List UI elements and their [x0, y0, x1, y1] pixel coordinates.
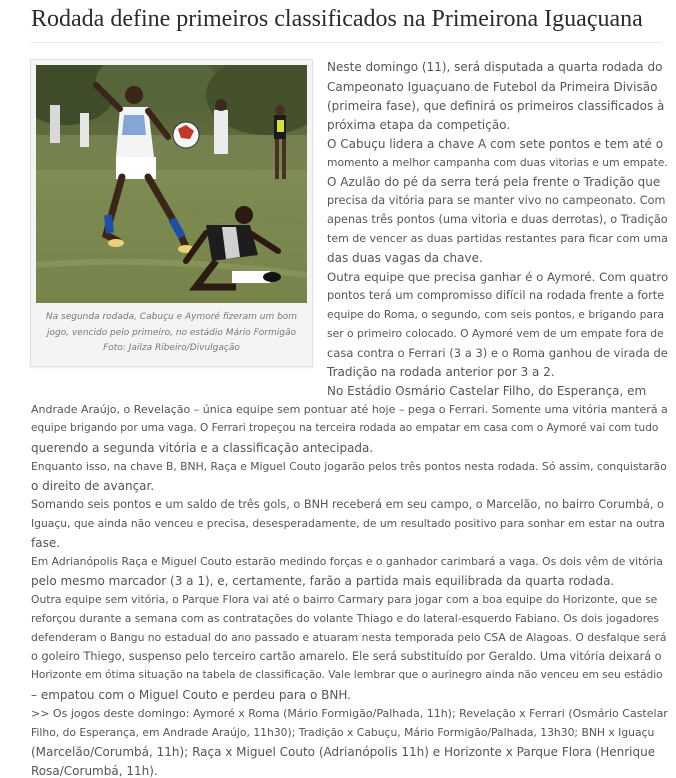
- body-line: equipe brigando por uma vaga. O Ferrari tropeçou na terceira rodada ao empatar em casa com o Aymoré vai com tudo: [31, 422, 659, 434]
- body-line: o goleiro Thiego, suspenso pelo terceiro cartão amarelo. Ele será substituído por Geraldo. Uma vitória deixará o: [31, 650, 662, 663]
- match-photo: [36, 65, 307, 303]
- body-line: apenas três pontos (uma vitoria e duas derrotas), o Tradição: [327, 213, 668, 226]
- caption-line: Na segunda rodada, Cabuçu e Aymoré fizeram um bom: [45, 312, 298, 322]
- body-line: próxima etapa da competição.: [327, 118, 511, 132]
- body-line: ser o primeiro colocado. O Aymoré vem de um empate fora de: [327, 327, 664, 340]
- body-line: (Marcelão/Corumbá, 11h); Raça x Miguel Couto (Adrianópolis 11h) e Horizonte x Parque Flora (Henrique: [31, 745, 656, 759]
- body-line: querendo a segunda vitória e a classificação antecipada.: [31, 441, 374, 455]
- body-line: Neste domingo (11), será disputada a quarta rodada do: [327, 60, 663, 74]
- body-line: – empatou com o Miguel Couto e perdeu para o BNH.: [31, 688, 351, 702]
- body-line: (primeira fase), que definirá os primeiros classificados à: [327, 99, 665, 113]
- body-line: Enquanto isso, na chave B, BNH, Raça e Miguel Couto jogarão pelos três pontos nesta rodada. Só assim, conquistarão: [31, 460, 667, 473]
- body-line: O Azulão do pé da serra terá pela frente o Tradição que: [327, 175, 661, 189]
- body-line: Campeonato Iguaçuano de Futebol da Primeira Divisão: [327, 80, 658, 94]
- body-line: Outra equipe sem vitória, o Parque Flora vai até o bairro Carmary para jogar com a boa equipe do Horizonte, que se: [31, 593, 658, 606]
- body-line: pelo mesmo marcador (3 a 1), e, certamente, farão a partida mais equilibrada da quarta rodada.: [31, 574, 615, 588]
- body-line: casa contra o Ferrari (3 a 3) e o Roma ganhou de virada de: [327, 346, 668, 360]
- title-divider: [31, 42, 661, 43]
- body-line: O Cabuçu lidera a chave A com sete pontos e tem até o: [327, 137, 664, 151]
- body-line: Horizonte em ótima situação na tabela de classificação. Vale lembrar que o aurinegro ainda não venceu em seu estádio: [31, 669, 663, 681]
- body-line: fase.: [31, 536, 61, 550]
- body-line: >> Os jogos deste domingo: Aymoré x Roma (Mário Formigão/Palhada, 11h); Revelação x Ferrari (Osmário Castelar: [31, 707, 668, 720]
- body-line: Iguaçu, que ainda não venceu e precisa, desesperadamente, de um resultado positivo para sonhar em estar na outra: [31, 517, 665, 530]
- body-line: precisa da vitória para se manter vivo no campeonato. Com: [327, 194, 666, 207]
- body-line: defenderam o Bangu no estadual do ano passado e atuaram nesta temporada pelo CSA de Alagoas. O desfalque será: [31, 631, 667, 644]
- body-line: Em Adrianópolis Raça e Miguel Couto estarão medindo forças e o ganhador carimbará a vaga. Os dois vêm de vitória: [31, 555, 663, 568]
- body-line: reforçou durante a semana com as contratações do volante Thiago e do lateral-esquerdo Fabiano. Os dois jogadores: [31, 612, 659, 625]
- caption-credit: Foto: Jailza Ribeiro/Divulgação: [103, 343, 240, 353]
- body-line: Somando seis pontos e um saldo de três gols, o BNH receberá em seu campo, o Marcelão, no bairro Corumbá, o: [31, 498, 664, 511]
- body-line: Rosa/Corumbá, 11h).: [31, 764, 158, 778]
- photo-caption: [39, 310, 304, 357]
- body-line: das duas vagas da chave.: [327, 251, 483, 265]
- body-line: Tradição na rodada anterior por 3 a 2.: [327, 365, 555, 379]
- body-line: Filho, do Esperança, em Andrade Araújo, 11h30); Tradição x Cabuçu, Mário Formigão/Palhada, 13h30; BNH x Iguaçu: [31, 726, 655, 739]
- article-figure: [30, 59, 313, 367]
- caption-line: jogo, vencido pelo primeiro, no estádio Mário Formigão: [47, 327, 296, 338]
- body-line: o direito de avançar.: [31, 479, 155, 493]
- body-line: Outra equipe que precisa ganhar é o Aymoré. Com quatro: [327, 270, 669, 284]
- article-title: Rodada define primeiros classificados na Primeirona Iguaçuana: [31, 6, 643, 32]
- body-line: pontos terá um compromisso difícil na rodada frente a forte: [327, 289, 665, 302]
- body-line: No Estádio Osmário Castelar Filho, do Esperança, em: [327, 384, 647, 398]
- body-line: tem de vencer as duas partidas restantes para ficar com uma: [327, 232, 668, 245]
- body-line: equipe do Roma, o segundo, com seis pontos, e brigando para: [327, 308, 665, 321]
- body-line: momento a melhor campanha com duas vitorias e um empate.: [327, 156, 668, 169]
- body-line: Andrade Araújo, o Revelação – única equipe sem pontuar até hoje – pega o Ferrari. Somente uma vitória manterá a: [31, 403, 668, 416]
